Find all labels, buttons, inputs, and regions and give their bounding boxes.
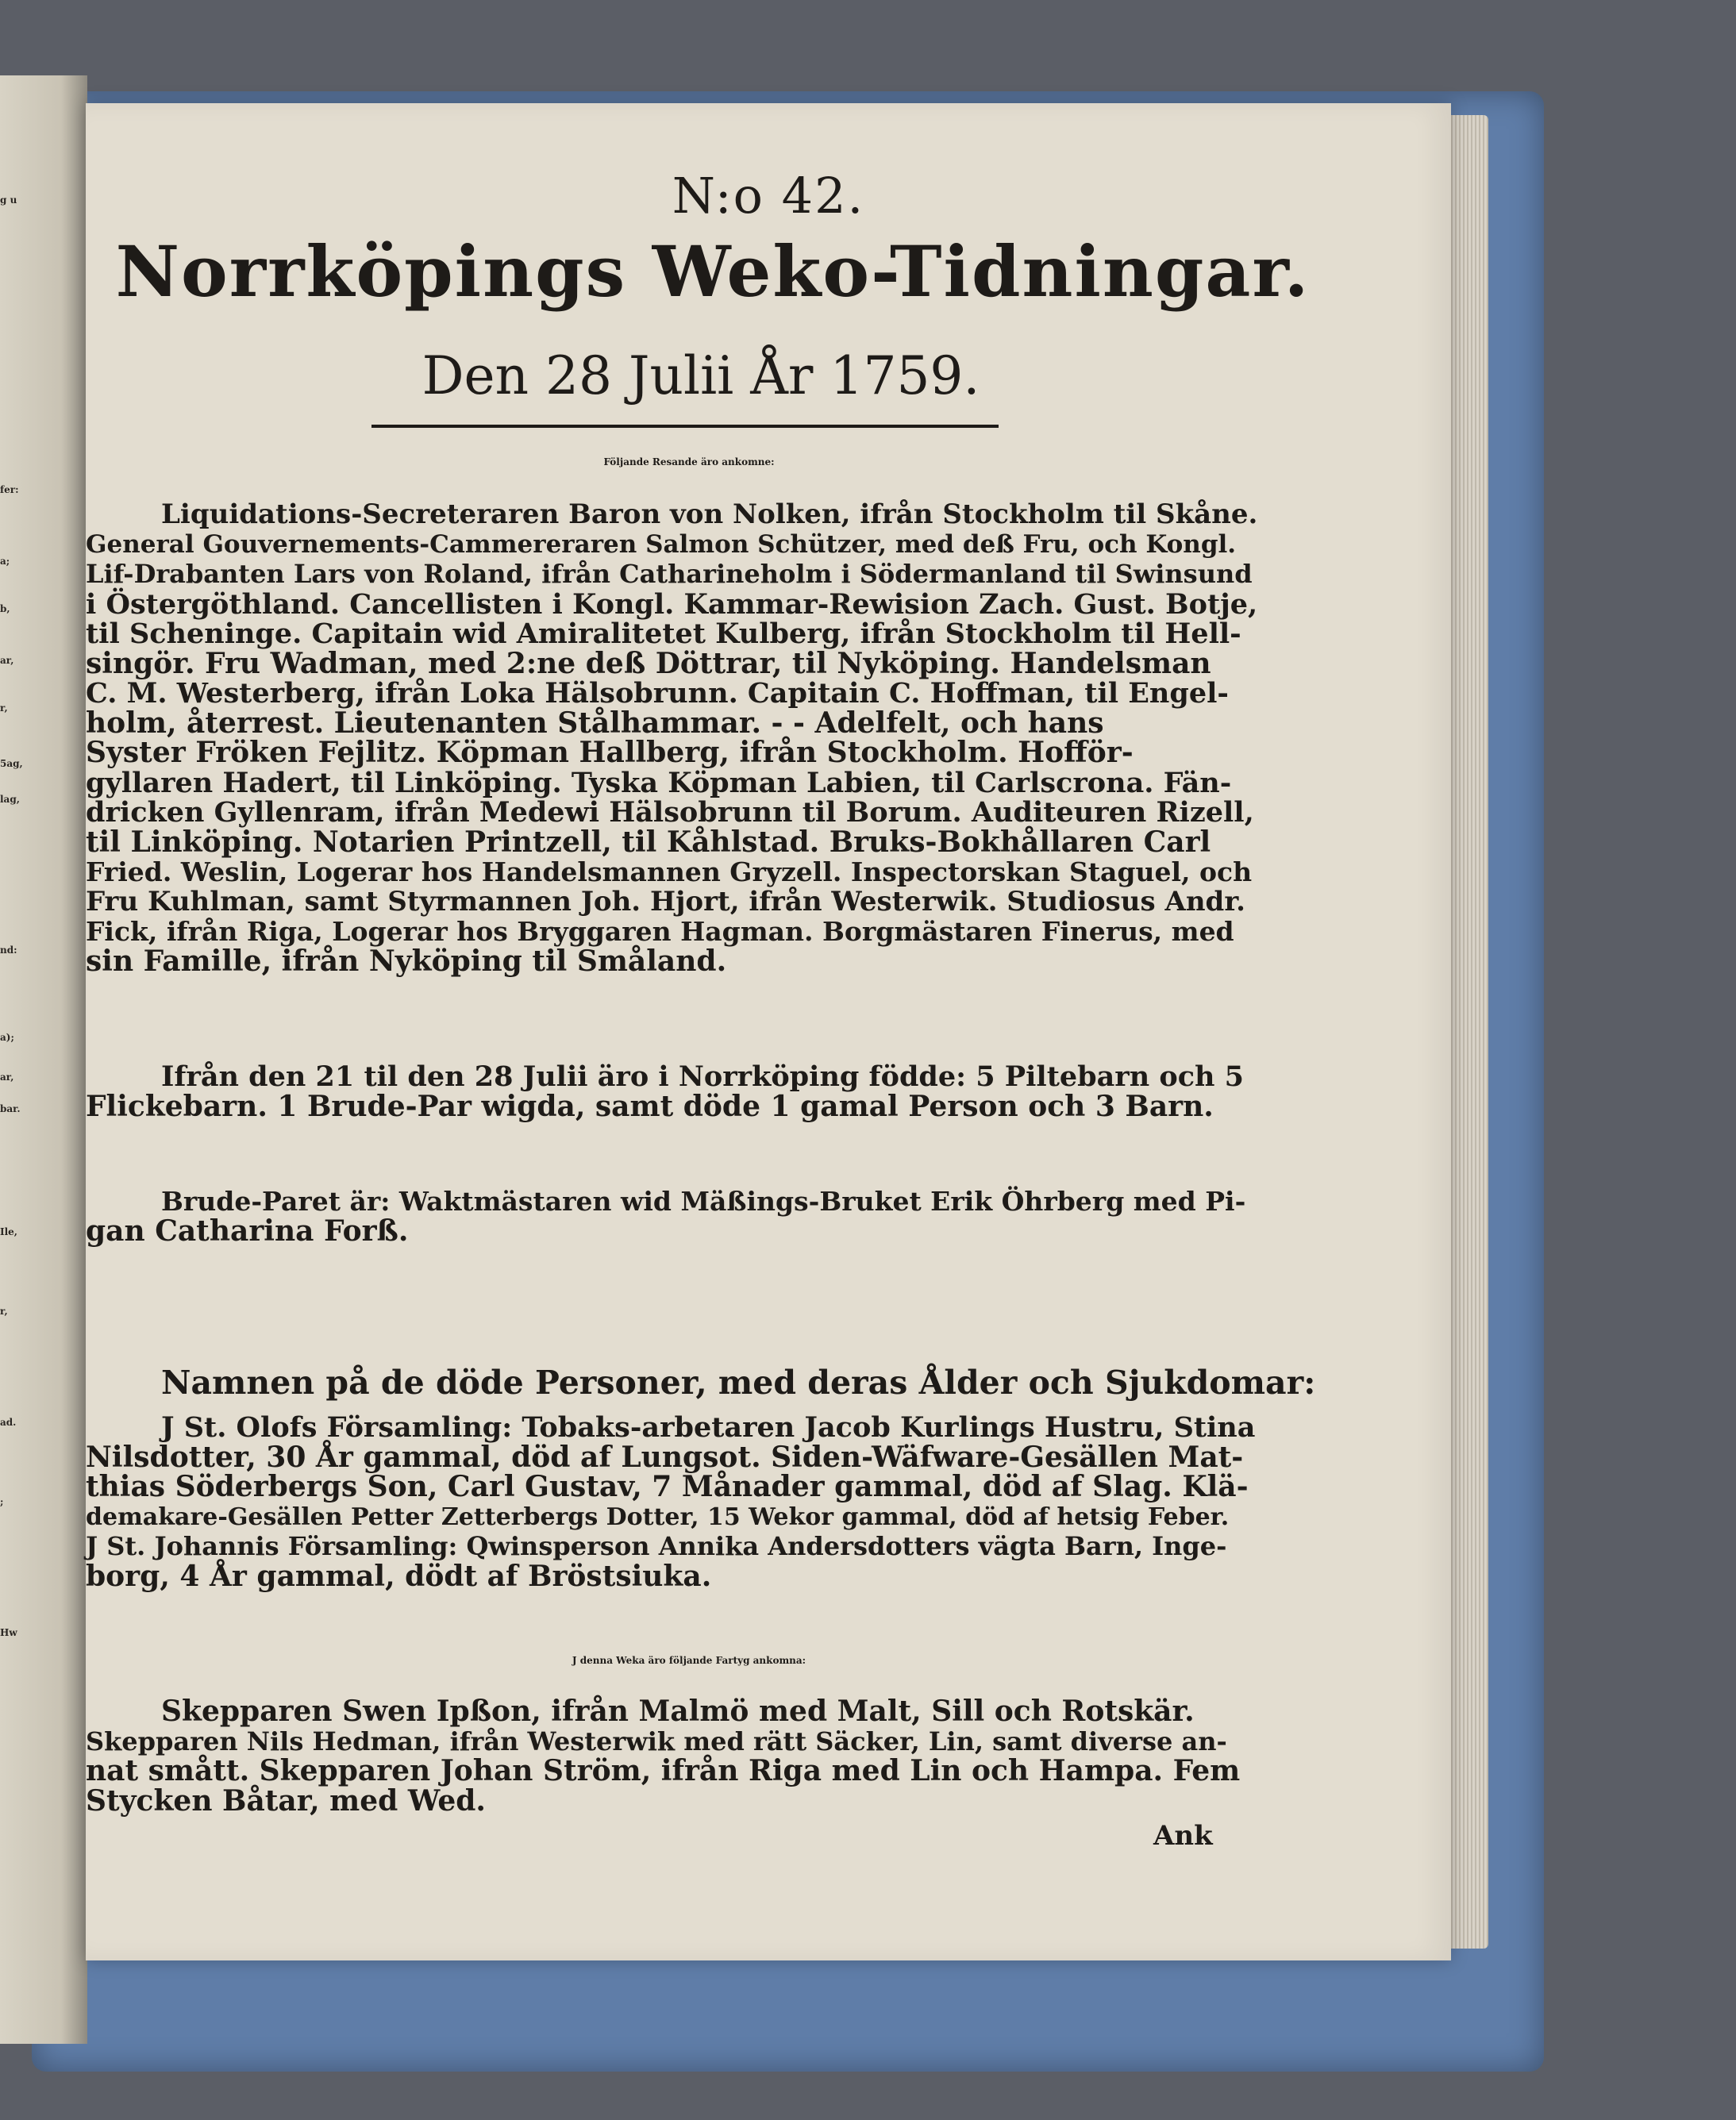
left-page-strip — [0, 75, 87, 2044]
text-line: Skepparen Nils Hedman, ifrån Westerwik med rätt Säcker, Lin, samt diverse an- — [86, 1726, 1227, 1756]
ships-paragraph — [86, 1697, 1261, 1816]
left-fragment: lag, — [0, 794, 20, 805]
left-fragment: ar, — [0, 655, 14, 666]
left-fragment: nd: — [0, 945, 17, 956]
births-paragraph — [86, 1062, 1261, 1122]
left-fragment: ; — [0, 1496, 4, 1507]
left-fragment: r, — [0, 1306, 8, 1317]
left-fragment: fer: — [0, 484, 19, 495]
left-fragment: bar. — [0, 1103, 21, 1114]
text-line: J St. Olofs Församling: Tobaks-arbetaren Jacob Kurlings Hustru, Stina — [161, 1411, 1256, 1444]
left-fragment: a); — [0, 1032, 14, 1043]
text-line: Fru Kuhlman, samt Styrmannen Joh. Hjort, ifrån Westerwik. Studiosus Andr. — [86, 885, 1245, 918]
bridal-paragraph — [86, 1187, 1261, 1246]
left-fragment: r, — [0, 702, 8, 714]
title-rule — [371, 425, 999, 428]
page-edges — [1445, 115, 1488, 1949]
issue-number: N:o 42. — [672, 167, 865, 225]
text-line: Fick, ifrån Riga, Logerar hos Bryggaren Hagman. Borgmästaren Finerus, med — [86, 916, 1234, 947]
deaths-title: Namnen på de döde Personer, med deras Ålder och Sjukdomar: — [161, 1364, 1316, 1402]
newspaper-page — [86, 103, 1451, 1960]
text-line: holm, återrest. Lieutenanten Stålhammar. - - Adelfelt, och hans — [86, 706, 1104, 740]
text-line: demakare-Gesällen Petter Zetterbergs Dotter, 15 Wekor gammal, död af hetsig Feber. — [86, 1502, 1230, 1531]
left-fragment: ar, — [0, 1072, 14, 1083]
deaths-paragraph — [86, 1413, 1261, 1591]
travellers-heading: Följande Resande äro ankomne: — [603, 456, 775, 467]
text-line: Flickebarn. 1 Brude-Par wigda, samt döde 1 gamal Person och 3 Barn. — [86, 1089, 1214, 1123]
text-line: dricken Gyllenram, ifrån Medewi Hälsobrunn til Borum. Auditeuren Rizell, — [86, 796, 1254, 829]
text-line: til Scheninge. Capitain wid Amiralitetet Kulberg, ifrån Stockholm til Hell- — [86, 618, 1241, 650]
text-line: Brude-Paret är: Waktmästaren wid Mäßings-Bruket Erik Öhrberg med Pi- — [161, 1186, 1246, 1217]
travellers-paragraph — [86, 500, 1261, 976]
text-line: Skepparen Swen Ipßon, ifrån Malmö med Malt, Sill och Rotskär. — [161, 1695, 1195, 1728]
text-line: C. M. Westerberg, ifrån Loka Hälsobrunn. Capitain C. Hoffman, til Engel- — [86, 677, 1229, 710]
left-fragment: g u — [0, 194, 17, 206]
text-line: nat smått. Skepparen Johan Ström, ifrån Riga med Lin och Hampa. Fem — [86, 1754, 1241, 1787]
catchword: Ank — [1153, 1820, 1213, 1852]
text-line: Lif-Drabanten Lars von Roland, ifrån Catharineholm i Södermanland til Swinsund — [86, 559, 1253, 589]
text-line: General Gouvernements-Cammereraren Salmon Schützer, med deß Fru, och Kongl. — [86, 529, 1237, 559]
text-line: Fried. Weslin, Logerar hos Handelsmannen Gryzell. Inspectorskan Staguel, och — [86, 856, 1253, 887]
text-line: gan Catharina Forß. — [86, 1214, 409, 1248]
text-line: Stycken Båtar, med Wed. — [86, 1783, 486, 1818]
text-line: singör. Fru Wadman, med 2:ne deß Döttrar, til Nyköping. Handelsman — [86, 646, 1211, 680]
text-line: thias Söderbergs Son, Carl Gustav, 7 Månader gammal, död af Slag. Klä- — [86, 1470, 1249, 1503]
text-line: borg, 4 År gammal, dödt af Bröstsiuka. — [86, 1559, 712, 1593]
left-fragment: ad. — [0, 1417, 17, 1428]
text-line: i Östergöthland. Cancellisten i Kongl. Kammar-Rewision Zach. Gust. Botje, — [86, 587, 1258, 621]
text-line: Liquidations-Secreteraren Baron von Nolken, ifrån Stockholm til Skåne. — [161, 498, 1258, 530]
text-line: sin Famille, ifrån Nyköping til Småland. — [86, 944, 727, 978]
left-fragment: Hw — [0, 1627, 17, 1638]
dateline: Den 28 Julii År 1759. — [421, 345, 980, 406]
left-fragment: a; — [0, 556, 10, 567]
text-line: til Linköping. Notarien Printzell, til Kåhlstad. Bruks-Bokhållaren Carl — [86, 825, 1211, 859]
text-line: J St. Johannis Församling: Qwinsperson Annika Andersdotters vägta Barn, Inge- — [86, 1531, 1227, 1561]
text-line: Syster Fröken Fejlitz. Köpman Hallberg, ifrån Stockholm. Hofför- — [86, 736, 1134, 769]
text-line: Ifrån den 21 til den 28 Julii äro i Norrköping födde: 5 Piltebarn och 5 — [161, 1060, 1245, 1093]
text-line: gyllaren Hadert, til Linköping. Tyska Köpman Labien, til Carlscrona. Fän- — [86, 766, 1232, 799]
left-fragment: Ile, — [0, 1226, 17, 1237]
ships-heading: J denna Weka äro följande Fartyg ankomna: — [572, 1655, 806, 1666]
text-line: Nilsdotter, 30 År gammal, död af Lungsot. Siden-Wäfware-Gesällen Mat- — [86, 1440, 1244, 1474]
masthead: Norrköpings Weko-Tidningar. — [115, 230, 1311, 313]
left-fragment: b, — [0, 603, 10, 614]
left-fragment: 5ag, — [0, 758, 23, 769]
